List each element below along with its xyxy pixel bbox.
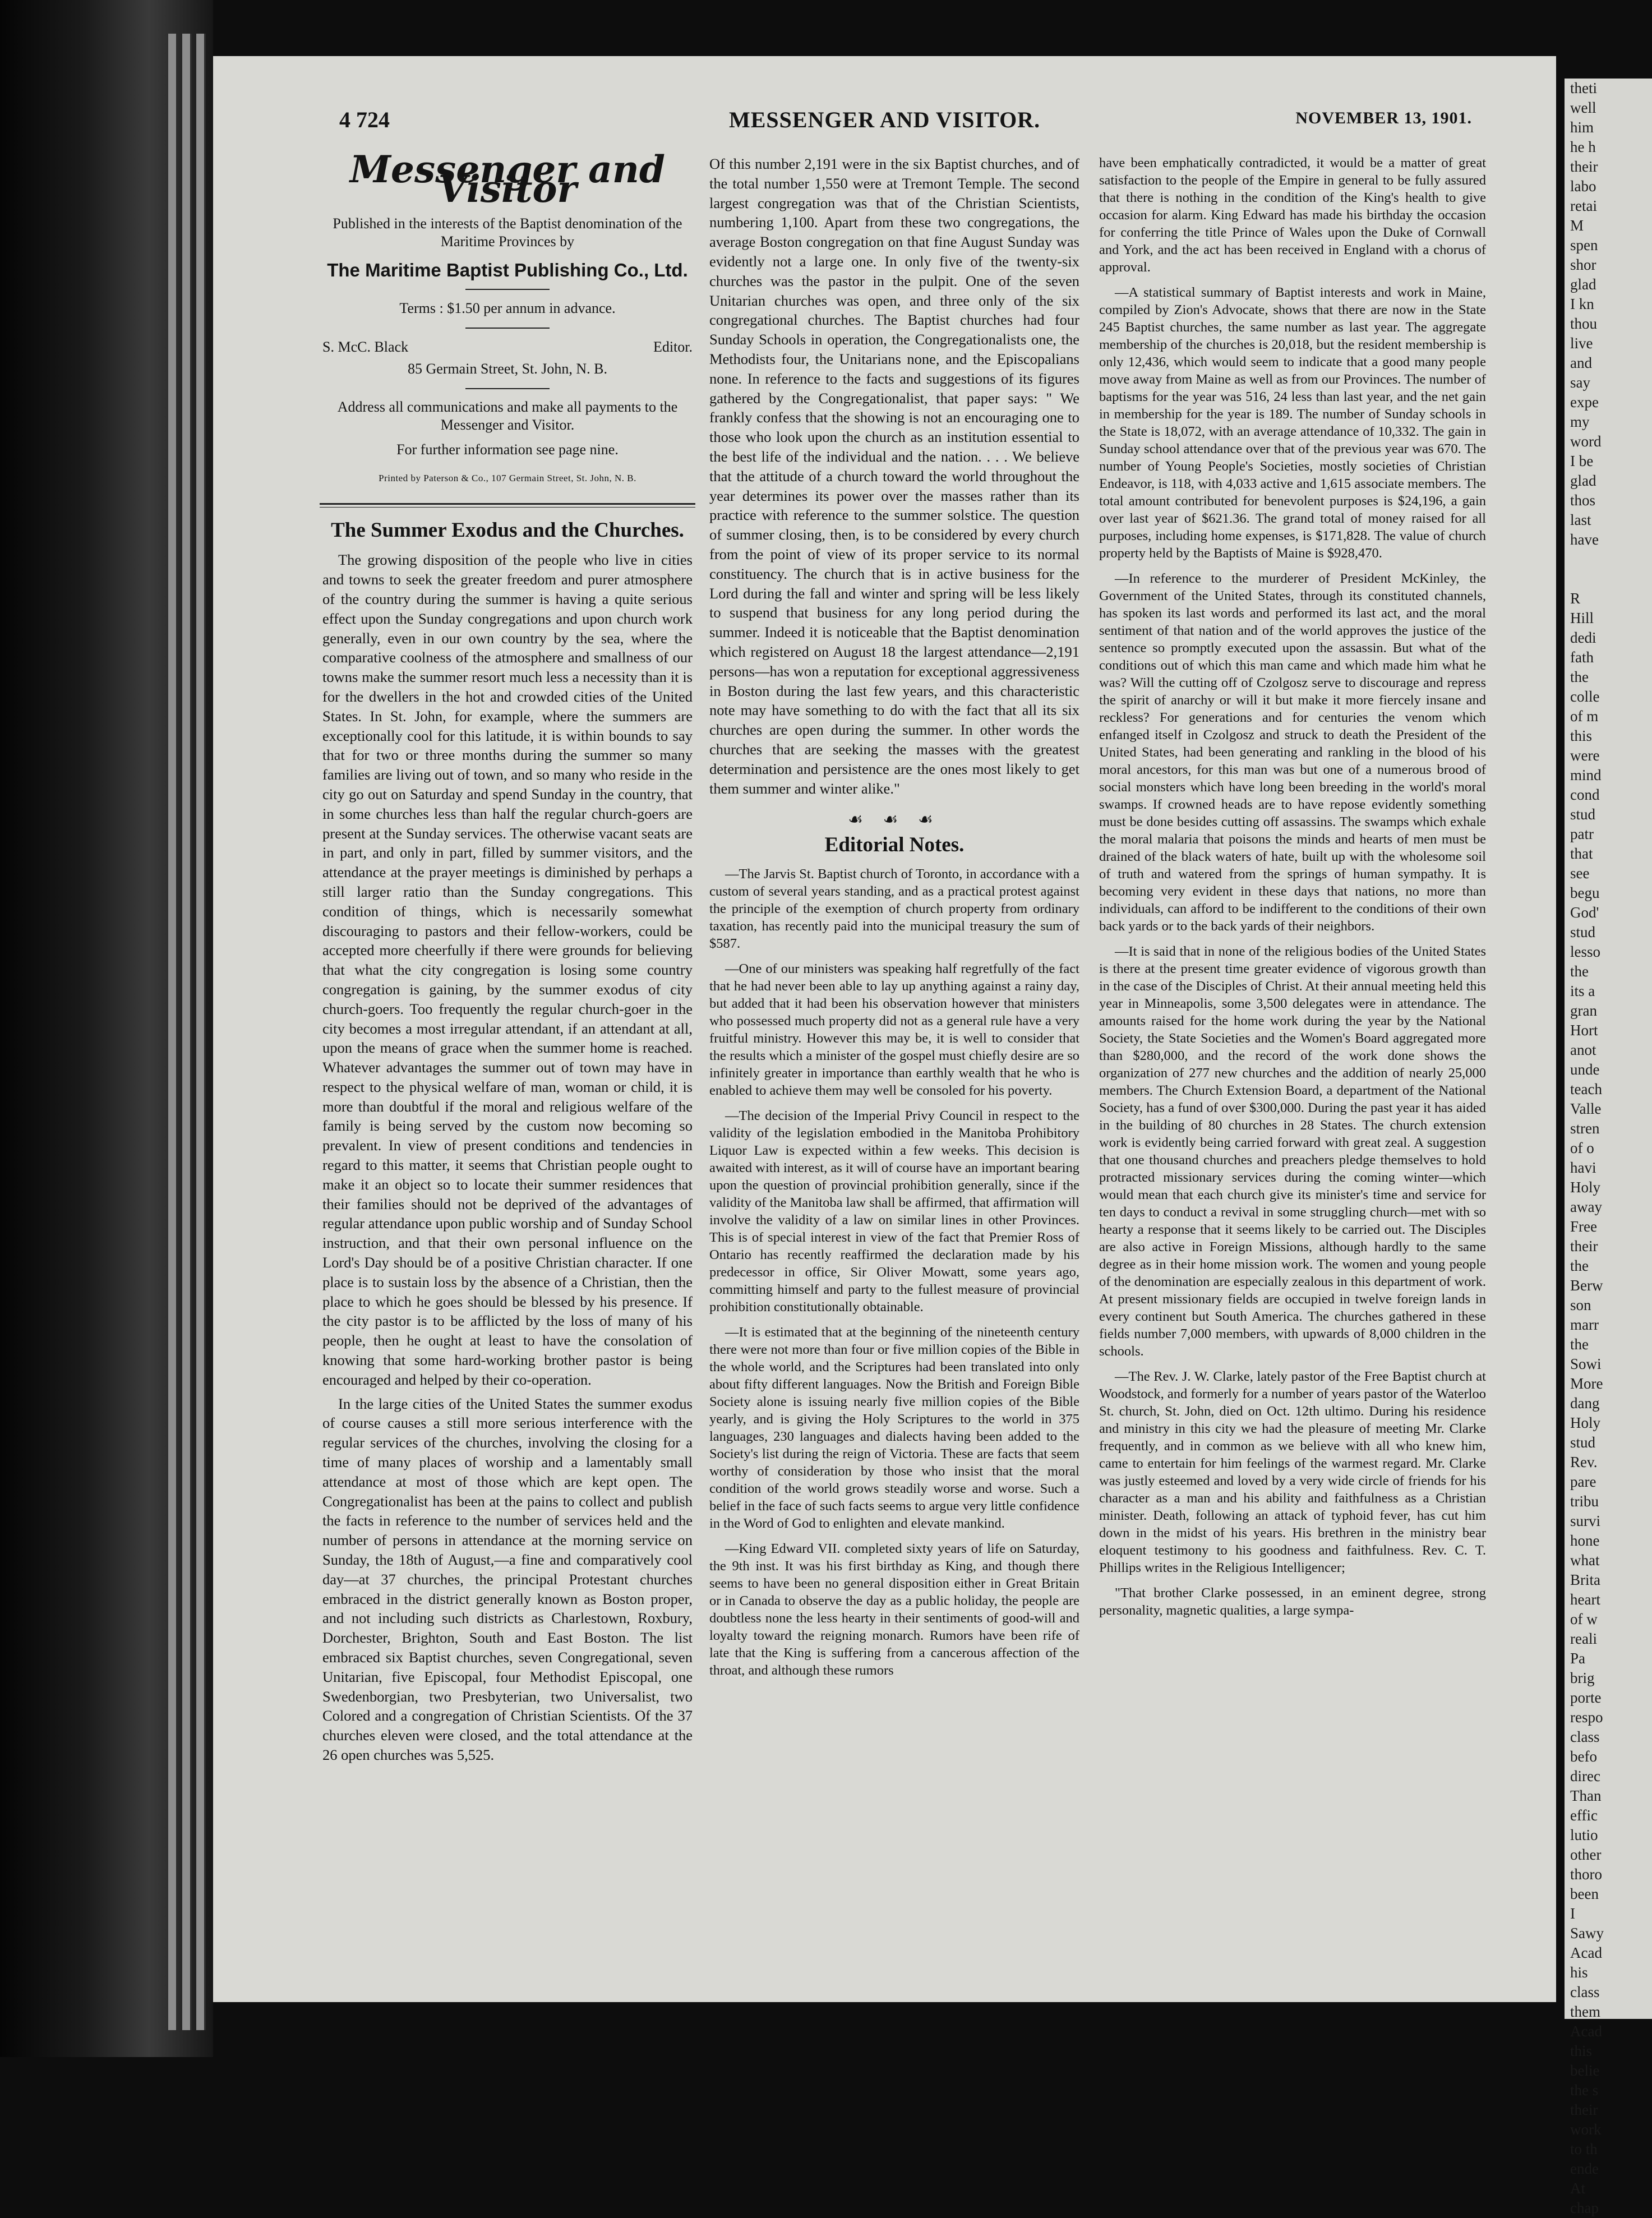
editorial-notes-col2 <box>709 865 1079 1679</box>
facing-page-line: R <box>1570 590 1581 607</box>
facing-page-line: the <box>1570 1336 1589 1353</box>
facing-page-line: Hort <box>1570 1022 1598 1039</box>
facing-page-fragment <box>1565 79 1652 2216</box>
subscription-terms: Terms : $1.50 per annum in advance. <box>399 300 616 317</box>
facing-page-line: stren <box>1570 1120 1600 1137</box>
facing-page-line: heart <box>1570 1591 1600 1608</box>
facing-page-line: last <box>1570 511 1591 528</box>
facing-page-line: belie <box>1570 2062 1600 2079</box>
facing-page-line: say <box>1570 374 1590 391</box>
facing-page-line: this <box>1570 2042 1593 2059</box>
facing-page-line: teach <box>1570 1081 1602 1098</box>
facing-page-line: porte <box>1570 1689 1602 1706</box>
facing-page-line: their <box>1570 2101 1598 2118</box>
page-number: 4 724 <box>339 107 390 132</box>
article-headline: The Summer Exodus and the Churches. <box>331 518 684 542</box>
facing-page-line: thoro <box>1570 1866 1602 1883</box>
facing-page-line: dang <box>1570 1395 1600 1412</box>
facing-page-line: to th <box>1570 2141 1598 2157</box>
facing-page-line: other <box>1570 1846 1602 1863</box>
facing-page-line: Free <box>1570 1218 1597 1235</box>
column-3 <box>1099 154 1486 1627</box>
facing-page-line: I <box>1570 1905 1575 1922</box>
facing-page-line: see <box>1570 865 1590 882</box>
facing-page-line: effic <box>1570 1807 1598 1824</box>
facing-page-line: of w <box>1570 1611 1598 1627</box>
facing-page-line: shor <box>1570 256 1596 273</box>
further-info-note: For further information see page nine. <box>396 441 619 458</box>
facing-page-line: live <box>1570 335 1593 352</box>
double-rule <box>320 503 695 508</box>
facing-page-line: Holy <box>1570 1414 1600 1431</box>
facing-page-line: Pa <box>1570 1650 1585 1667</box>
facing-page-line: Berw <box>1570 1277 1603 1294</box>
facing-page-line: Valle <box>1570 1100 1602 1117</box>
article-paragraph: In the large cities of the United States the summer exodus of course causes a still more serious interference with the regular services of the churches, involving the closing for a time of many places of worship and a lamentably small attendance at most of those which are kept open. The Congregationalist has been at the pains to collect and publish the facts in reference to the number of services held and the number of persons in attendance at the morning service on Sunday, the 18th of August,—a fine and comparatively cool day—at 37 churches, the principal Protestant churches embraced in the district generally known as Boston proper, and not including such districts as Charlestown, Roxbury, Dorchester, Brighton, South and East Boston. The list embraced six Baptist churches, seven Congregational, seven Unitarian, five Episcopal, four Methodist Episcopal, one Swedenborgian, two Presbyterian, two Universalist, two Colored and a congregation of Christian Scientists. Of the 37 churches eleven were closed, and the total attendance at the 26 open churches was 5,525. <box>322 1395 693 1763</box>
article-paragraph: The growing disposition of the people who live in cities and towns to seek the greater freedom and purer atmosphere of the country during the summer is having a quite serious effect upon the Sunday congregations and upon church work generally, even in our own country by the sea, where the comparative coolness of the atmosphere and smallness of our towns make the summer resort much less a necessity than it is for the dwellers in the hot and crowded cities of the United States. In St. John, for example, where the summers are exceptionally cool for this latitude, it is within bounds to say that for two or three months during the summer so many families are living out of town, and so many who reside in the city go out on Saturday and spend Sunday in the country, that in some churches less than half the regular church-goers are present at the Sunday services. The otherwise vacant seats are in part, and only in part, filled by summer visitors, and the attendance at the prayer meetings is diminished by perhaps a still larger ratio than the Sunday congregations. This condition of things, which is necessarily somewhat discouraging to pastors and their fellow-workers, could be accepted more cheerfully if there were grounds for believing that what the city congregation is losing some country congregation is gaining, by the summer exodus of city church-goers. Too frequently the regular church-goer in the city becomes a most irregular attendant, if an attendant at all, upon the means of grace when the summer home is reached. Whatever advantages the summer out of town may have in respect to the physical welfare of man, woman or child, it is more than doubtful if the moral and religious welfare of the family is being served by the custom now becoming so prevalent. In view of present conditions and tendencies in regard to this matter, it seems that Christian people ought to make it an object so to locate their summer residences that their families should not be deprived of the advantages of regular attendance upon public worship and of Sunday School instruction, and that their own personal influence on the Lord's Day should be of a positive Christian character. If one place is to sustain loss by the absence of a Christian, then the place to which he goes should be blessed by his presence. If the city pastor is to be afflicted by the loss of many of his people, then he ought at least to have the consolation of knowing that some hard-working brother pastor is being encouraged and helped by their co-operation. <box>322 551 693 1388</box>
facing-page-line: lesso <box>1570 943 1600 960</box>
facing-page-line: tribu <box>1570 1493 1599 1510</box>
facing-page-line: class <box>1570 1984 1600 2000</box>
facing-page-line: reali <box>1570 1630 1597 1647</box>
facing-page-line: survi <box>1570 1513 1600 1529</box>
facing-page-line: Hill <box>1570 610 1594 626</box>
facing-page-line: Sawy <box>1570 1925 1604 1942</box>
facing-page-line: I kn <box>1570 296 1594 312</box>
newspaper-page <box>213 56 1556 2002</box>
office-address: 85 Germain Street, St. John, N. B. <box>407 360 608 377</box>
facing-page-line: havi <box>1570 1159 1596 1176</box>
facing-page-line: stud <box>1570 806 1596 823</box>
facing-page-line: begu <box>1570 884 1600 901</box>
facing-page-line: the s <box>1570 2082 1599 2099</box>
running-title: MESSENGER AND VISITOR. <box>728 107 1041 132</box>
facing-page-line: work <box>1570 2121 1602 2138</box>
facing-page-line: son <box>1570 1297 1591 1313</box>
facing-page-line: fath <box>1570 649 1594 666</box>
facing-page-line: him <box>1570 119 1594 136</box>
facing-page-line: hone <box>1570 1532 1600 1549</box>
divider <box>465 289 550 290</box>
facing-page-line: God' <box>1570 904 1599 921</box>
facing-page-line: anot <box>1570 1041 1596 1058</box>
facing-page-line: gran <box>1570 1002 1597 1019</box>
facing-page-line: colle <box>1570 688 1600 705</box>
facing-page-line: respo <box>1570 1709 1603 1726</box>
facing-page-line: Than <box>1570 1787 1602 1804</box>
facing-page-line: At <box>1570 2180 1585 2197</box>
facing-page-line: them <box>1570 2003 1600 2020</box>
facing-page-line: marr <box>1570 1316 1599 1333</box>
facing-page-line: their <box>1570 1238 1598 1255</box>
editor-line <box>322 338 693 357</box>
editorial-note: —In reference to the murderer of President McKinley, the Government of the United States, through its constituted channels, has spoken its last words and performed its last act, and the moral sentiment of that nation and of the world approves the justice of the sentence so promptly executed upon the assassin. But what of the conditions out of which this man came and which made him what he was? Will the cutting off of Czolgosz serve to discourage and repress the spirit of anarchy or will it but make it more fiercely insane and reckless? For generations and for centuries the venom which enfanged itself in Czolgosz and struck to death the President of the United States, had been generating and rankling in the blood of his moral ancestors, for this man was but one of a numerous brood of social monsters which have long been breeding in the world's moral swamps. If crowned heads are to have repose evidently something must be done besides cutting off assassins. The swamps which exhale the moral malaria that poisons the minds and hearts of men must be drained of the black waters of hate, built up with the wholesome soil of truth and watered from the springs of human sympathy. It is becoming very evident in these days that nations, no more than individuals, can afford to be indifferent to the conditions of their own back yards or to the back yards of their neighbors. <box>1099 571 1486 934</box>
column-2 <box>709 154 1079 1687</box>
masthead-title: Messenger and Visitor <box>349 147 666 211</box>
facing-page-line: ende <box>1570 2160 1599 2177</box>
facing-page-line: of m <box>1570 708 1599 725</box>
facing-page-line: Holy <box>1570 1179 1600 1196</box>
facing-page-line: stud <box>1570 924 1596 940</box>
page-edges <box>196 34 206 2030</box>
facing-page-line: been <box>1570 1885 1599 1902</box>
facing-page-line: his <box>1570 1964 1588 1981</box>
divider <box>465 388 550 389</box>
facing-page-line: brig <box>1570 1670 1595 1686</box>
facing-page-line: the <box>1570 668 1589 685</box>
editorial-notes-title: Editorial Notes. <box>824 833 965 857</box>
facing-page-line: unde <box>1570 1061 1600 1078</box>
facing-page-line: its a <box>1570 983 1595 999</box>
column-1 <box>322 147 693 1769</box>
publisher-name: The Maritime Baptist Publishing Co., Ltd. <box>327 259 688 280</box>
facing-page-line: befo <box>1570 1748 1597 1765</box>
facing-page-line: my <box>1570 413 1590 430</box>
divider <box>465 328 550 329</box>
facing-page-line: patr <box>1570 826 1594 842</box>
facing-page-line: lutio <box>1570 1827 1598 1843</box>
editorial-note: —The decision of the Imperial Privy Council in respect to the validity of the legislation embodied in the Manitoba Prohibitory Liquor Law is expected within a few weeks. This decision is awaited with interest, as it will of course have an important bearing upon the question of provincial prohibition generally, since if the validity of the Manitoba law shall be affirmed, that affirmation will involve the validity of a law on similar lines in other Provinces. This is of special interest in view of the fact that Premier Ross of Ontario has recently reaffirmed the declaration made by his predecessor in office, Sir Oliver Mowatt, some years ago, committing himself and party to the fullest measure of provincial prohibition constitutionally obtainable. <box>709 1108 1079 1315</box>
editorial-note: —A statistical summary of Baptist interests and work in Maine, compiled by Zion's Advocate, shows that there are now in the State 245 Baptist churches, the same number as last year. The aggregate membership of the churches is 20,018, but the resident membership is only 12,436, which would seem to indicate that a good many people move away from Maine as well as from our Provinces. The number of baptisms for the year was 516, 24 less than last year, and the net gain in membership for the year is 189. The number of Sunday schools in the State is 18,072, with an average attendance of 10,332. The gain in Sunday school attendance over that of the previous year was 670. The number of Young People's Societies, mostly societies of Christian Endeavor, is 118, with 4,033 active and 1,615 associate members. The total amount contributed for benevolent purposes is $24,196, a gain over last year of $621.36. The grand total of money raised for all purposes, including home expenses, is $171,828. The value of church property held by the Baptists of Maine is $928,470. <box>1099 285 1486 561</box>
facing-page-line: he h <box>1570 139 1596 155</box>
facing-page-line: word <box>1570 433 1602 450</box>
issue-date: NOVEMBER 13, 1901. <box>1295 109 1472 127</box>
book-binding <box>0 0 213 2057</box>
facing-page-line: spen <box>1570 237 1598 253</box>
article-paragraph: Of this number 2,191 were in the six Baptist churches, and of the total number 1,550 were at Tremont Temple. The second largest congregation was that of the Christian Scientists, numbering 1,100. Apart from these two congregations, the average Boston congregation on that fine August Sunday was evidently not a large one. In only five of the twenty-six churches was the pastor in the pulpit. One of the seven Unitarian churches was open, and three only of the six congregational churches. The Baptist churches had four Sunday Schools in operation, the Congregationalists one, the Methodists four, the Unitarians none, and the Episcopalians none. In reference to the facts and suggestions of its figures gathered by the Congregationalist, that paper says: " We frankly confess that the showing is not an encouraging one to those who look upon the church as an institution essential to the best life of the individual and the nation. . . . We believe that the attitude of a church toward the world throughout the year determines its power over the masses rather than its practice with reference to the summer solstice. The question of summer closing, then, is to be considered by every church from the point of view of its proper service to its normal constituency. The church that is in active business for the Lord during the fall and winter and spring will be less likely to suspend that business for any long period during the summer. Indeed it is noticeable that the Baptist denomination which registered on August 18 the largest attendance—2,191 persons—has won a reputation for exceptional aggressiveness in Boston during the last few years, and this characteristic note may have something to do with the fact that all its six churches are open during the summer. In other words the churches that are seeking the masses with the greatest determination and persistence are the ones most likely to get them summer and winter alike." <box>709 155 1079 797</box>
editorial-note: "That brother Clarke possessed, in an eminent degree, strong personality, magnetic qualities, a large sympa- <box>1099 1585 1486 1618</box>
printer-imprint: Printed by Paterson & Co., 107 Germain Street, St. John, N. B. <box>379 472 636 483</box>
facing-page-line: cond <box>1570 786 1600 803</box>
facing-page-line: chap <box>1570 2199 1599 2216</box>
page-edges <box>182 34 192 2030</box>
editorial-note: —One of our ministers was speaking half regretfully of the fact that he had never been able to lay up anything against a rainy day, but added that it had been his observation however that ministers who possessed much property did not as a general rule have a very fruitful ministry. However this may be, it is well to consider that the results which a minister of the gospel must chiefly desire are so infinitely greater in importance than earthly wealth that he who is enabled to achieve them may well be consoled for his poverty. <box>709 961 1079 1098</box>
masthead-tagline: Published in the interests of the Baptist denomination of the Maritime Provinces by <box>333 215 682 250</box>
facing-page-line: that <box>1570 845 1593 862</box>
facing-page-line: away <box>1570 1198 1602 1215</box>
facing-page-line: have <box>1570 531 1599 548</box>
facing-page-line: thos <box>1570 492 1596 509</box>
facing-page-line: M <box>1570 217 1584 234</box>
editorial-note: —King Edward VII. completed sixty years of life on Saturday, the 9th inst. It was his first birthday as King, and though there seems to have been no general disposition either in Great Britain or in Canada to observe the day as a public holiday, the people are doubtless none the less hearty in their sentiments of good-will and loyalty toward the reigning monarch. Rumors have been rife of late that the King is suffering from a cancerous affection of the throat, and although these rumors <box>709 1541 1079 1678</box>
facing-page-line: glad <box>1570 472 1596 489</box>
facing-page-line: labo <box>1570 178 1596 195</box>
editorial-note: —The Rev. J. W. Clarke, lately pastor of the Free Baptist church at Woodstock, and formerly for a number of years pastor of the Waterloo St. church, St. John, died on Oct. 12th ultimo. During his residence and ministry in this city we had the pleasure of meeting Mr. Clarke frequently, and in common as we believe with all who knew him, came to entertain for him feelings of the warmest regard. Mr. Clarke was justly esteemed and loved by a very wide circle of friends for his character as a man and his ability and faithfulness as a Christian minister. Death, following an attack of typhoid fever, has cut him down in the midst of his years. His brethren in the ministry bear eloquent testimony to his goodness and faithfulness. Rev. C. T. Phillips writes in the Religious Intelligencer; <box>1099 1369 1486 1575</box>
facing-page-line: Sowi <box>1570 1355 1602 1372</box>
facing-page-line: direc <box>1570 1768 1600 1784</box>
facing-page-line: the <box>1570 963 1589 980</box>
facing-page-line: Acad <box>1570 2023 1602 2040</box>
facing-page-line: their <box>1570 158 1598 175</box>
facing-page-line: the <box>1570 1257 1589 1274</box>
facing-page-line: retai <box>1570 197 1597 214</box>
facing-page-line: glad <box>1570 276 1596 293</box>
editorial-note: —It is estimated that at the beginning of the nineteenth century there were not more than four or five million copies of the Bible in the whole world, and the Scriptures had been translated into only about fifty different languages. Now the British and Foreign Bible Society alone is issuing nearly five million copies of the Bible yearly, and is giving the Holy Scriptures to the world in 375 languages, 230 languages and dialects having been added to the Society's list during the reign of Victoria. These are facts that seem worthy of consideration by those who insist that the moral condition of the world grows steadily worse and worse. Such a belief in the face of such facts seems to argue very little confidence in the Word of God to enlighten and elevate mankind. <box>709 1324 1079 1531</box>
facing-page-line: class <box>1570 1728 1600 1745</box>
facing-page-line: pare <box>1570 1473 1596 1490</box>
facing-page-line: I be <box>1570 453 1594 469</box>
editorial-note: have been emphatically contradicted, it would be a matter of great satisfaction to the people of the Empire in general to be fully assured that there is nothing in the condition of the King's health to give occasion for alarm. King Edward has made his birthday the occasion for conferring the title Prince of Wales upon the Duke of Cornwall and York, and the act has been received in England with a chorus of approval. <box>1099 155 1486 275</box>
facing-page-line: stud <box>1570 1434 1596 1451</box>
facing-page-line: Rev. <box>1570 1454 1598 1470</box>
facing-page-line: thou <box>1570 315 1598 332</box>
masthead <box>322 147 693 488</box>
editorial-note: —The Jarvis St. Baptist church of Toronto, in accordance with a custom of several years standing, and as a practical protest against the principle of the exemption of church property from ordinary taxation, has recently paid into the municipal treasury the sum of $587. <box>709 866 1079 951</box>
page-edges <box>168 34 178 2030</box>
editor-role: Editor. <box>653 339 693 356</box>
facing-page-line: were <box>1570 747 1600 764</box>
facing-page-line: what <box>1570 1552 1600 1569</box>
facing-page-line: Brita <box>1570 1571 1600 1588</box>
facing-page-line: theti <box>1570 80 1597 96</box>
communications-note: Address all communications and make all payments to the Messenger and Visitor. <box>337 398 678 433</box>
facing-page-line: mind <box>1570 767 1602 783</box>
facing-page-line: expe <box>1570 394 1599 411</box>
facing-page-line: More <box>1570 1375 1603 1392</box>
editor-name: S. McC. Black <box>322 339 409 356</box>
facing-page-line <box>1570 550 1652 569</box>
editorial-note: —It is said that in none of the religious bodies of the United States is there at the present time greater evidence of vigorous growth than in the case of the Disciples of Christ. At their annual meeting held this year in Minneapolis, some 3,500 delegates were in attendance. The amounts raised for the home work during the year by the National Society, the State Societies and the Women's Board aggregated more than $280,000, and the record of the work done shows the organization of 277 new churches and the addition of nearly 25,000 members. The Church Extension Board, a department of the National Society, has a fund of over $300,000. During the past year it has aided in the building of 80 churches in 28 States. The church extension work is evidently being carried forward with great zeal. A suggestion that one thousand churches and preachers pledge themselves to hold protracted missionary services during the coming winter—which would mean that each church give its minister's time and service for ten days to conduct a revival in some struggling church—met with so hearty a response that it seems likely to be carried out. The Disciples are also active in Foreign Missions, although hardly to the same degree as in their home mission work. The women and young people of the denomination are especially zealous in this department of work. At present missionary fields are occupied in twelve foreign lands in every continent but South America. The churches gathered in these fields number 7,000 members, with upwards of 8,000 children in the schools. <box>1099 944 1486 1359</box>
facing-page-line: Acad <box>1570 1944 1602 1961</box>
facing-page-line: this <box>1570 727 1593 744</box>
section-ornament: ☙ ☙ ☙ <box>848 810 941 829</box>
facing-page-line: dedi <box>1570 629 1596 646</box>
facing-page-line <box>1570 569 1652 589</box>
facing-page-line: well <box>1570 99 1596 116</box>
facing-page-line: of o <box>1570 1140 1594 1156</box>
facing-page-line: and <box>1570 354 1592 371</box>
running-header <box>213 107 1556 140</box>
